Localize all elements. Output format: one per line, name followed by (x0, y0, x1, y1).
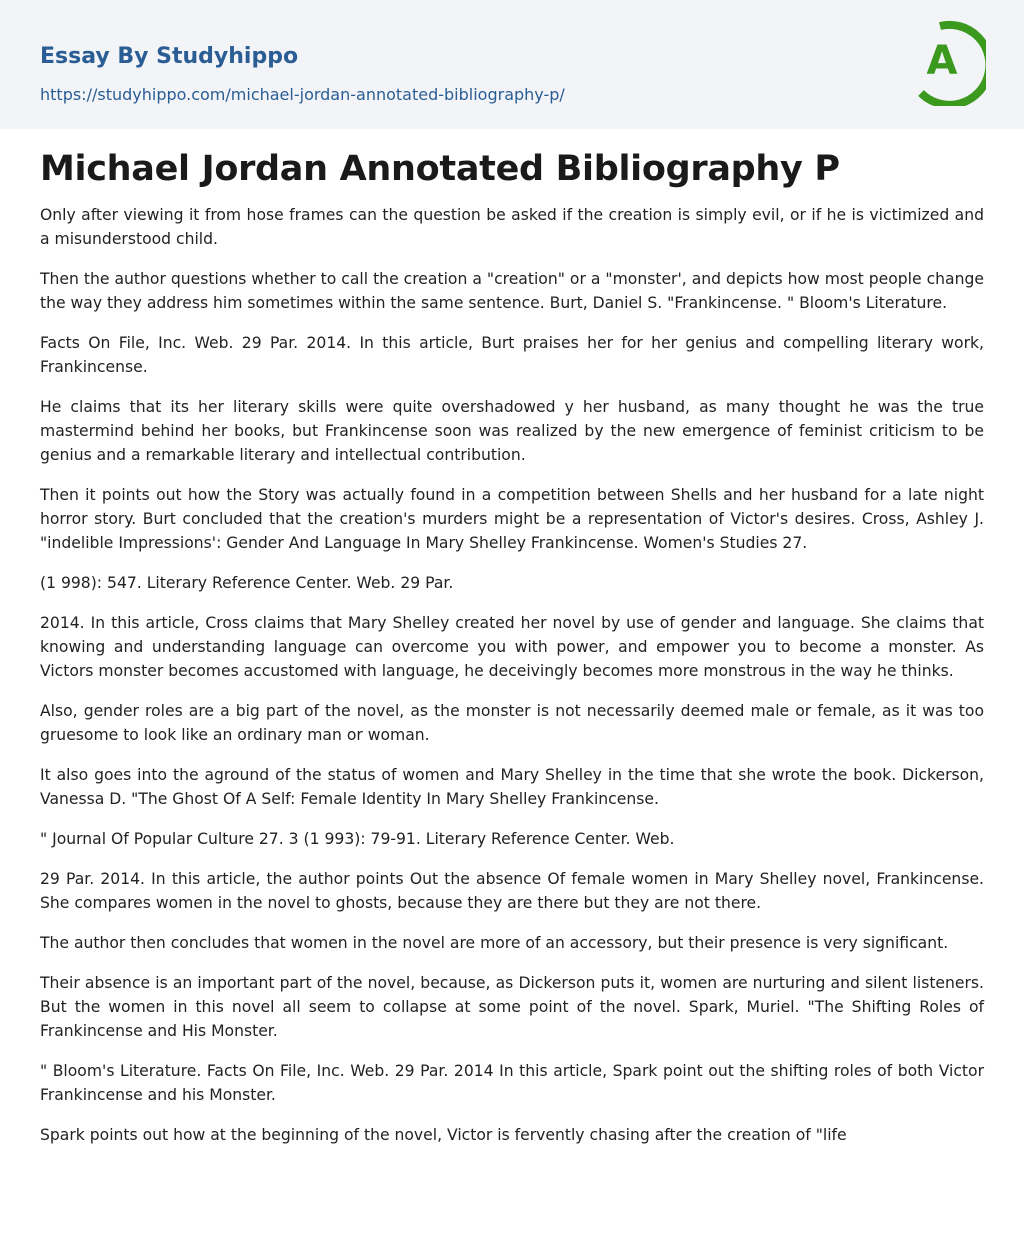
studyhippo-logo-icon[interactable] (916, 18, 986, 106)
article-paragraph: " Bloom's Literature. Facts On File, Inc. Web. 29 Par. 2014 In this article, Spark point out the shifting roles of both Victor Frankincense and his Monster. (40, 1062, 984, 1104)
article-paragraph: 29 Par. 2014. In this article, the author points Out the absence Of female women in Mary Shelley novel, Frankincense. She compares women in the novel to ghosts, because they are there but they are not there. (40, 870, 984, 912)
site-header (0, 0, 1024, 129)
article-body (40, 203, 984, 1147)
article-paragraph: 2014. In this article, Cross claims that Mary Shelley created her novel by use of gender and language. She claims that knowing and understanding language can overcome you with power, and empower you to become a monster. As Victors monster becomes accustomed with language, he deceivingly becomes more monstrous in the way he thinks. (40, 614, 984, 680)
article-paragraph: Then it points out how the Story was actually found in a competition between Shells and her husband for a late night horror story. Burt concluded that the creation's murders might be a representation of Victor's desires. Cross, Ashley J. "indelible Impressions': Gender And Language In Mary Shelley Frankincense. Women's Studies 27. (40, 486, 984, 552)
article-paragraph: Facts On File, Inc. Web. 29 Par. 2014. In this article, Burt praises her for her genius and compelling literary work, Frankincense. (40, 334, 984, 376)
article-paragraph: Also, gender roles are a big part of the novel, as the monster is not necessarily deemed male or female, as it was too gruesome to look like an ordinary man or woman. (40, 702, 984, 744)
logo-letter: A (926, 38, 958, 84)
article-paragraph: He claims that its her literary skills were quite overshadowed y her husband, as many thought he was the true mastermind behind her books, but Frankincense soon was realized by the new emergence of feminist criticism to be genius and a remarkable literary and intellectual contribution. (40, 398, 984, 464)
article-paragraph: The author then concludes that women in the novel are more of an accessory, but their presence is very significant. (40, 934, 949, 952)
article-content (0, 147, 1024, 1147)
brand-title[interactable]: Essay By Studyhippo (40, 44, 299, 69)
article-paragraph: (1 998): 547. Literary Reference Center. Web. 29 Par. (40, 574, 454, 592)
article-paragraph: Only after viewing it from hose frames can the question be asked if the creation is simply evil, or if he is victimized and a misunderstood child. (40, 206, 984, 248)
article-paragraph: Their absence is an important part of the novel, because, as Dickerson puts it, women are nurturing and silent listeners. But the women in this novel all seem to collapse at some point of the novel. Spark, Muriel. "The Shifting Roles of Frankincense and His Monster. (40, 974, 984, 1040)
article-paragraph: " Journal Of Popular Culture 27. 3 (1 993): 79-91. Literary Reference Center. Web. (40, 830, 675, 848)
article-title: Michael Jordan Annotated Bibliography P (40, 149, 840, 189)
source-url-link[interactable]: https://studyhippo.com/michael-jordan-annotated-bibliography-p/ (40, 85, 565, 104)
article-paragraph: Spark points out how at the beginning of the novel, Victor is fervently chasing after the creation of "life (40, 1126, 847, 1144)
article-paragraph: It also goes into the aground of the status of women and Mary Shelley in the time that she wrote the book. Dickerson, Vanessa D. "The Ghost Of A Self: Female Identity In Mary Shelley Frankincense. (40, 766, 984, 808)
article-paragraph: Then the author questions whether to call the creation a "creation" or a "monster', and depicts how most people change the way they address him sometimes within the same sentence. Burt, Daniel S. "Frankincense. " Bloom's Literature. (40, 270, 984, 312)
